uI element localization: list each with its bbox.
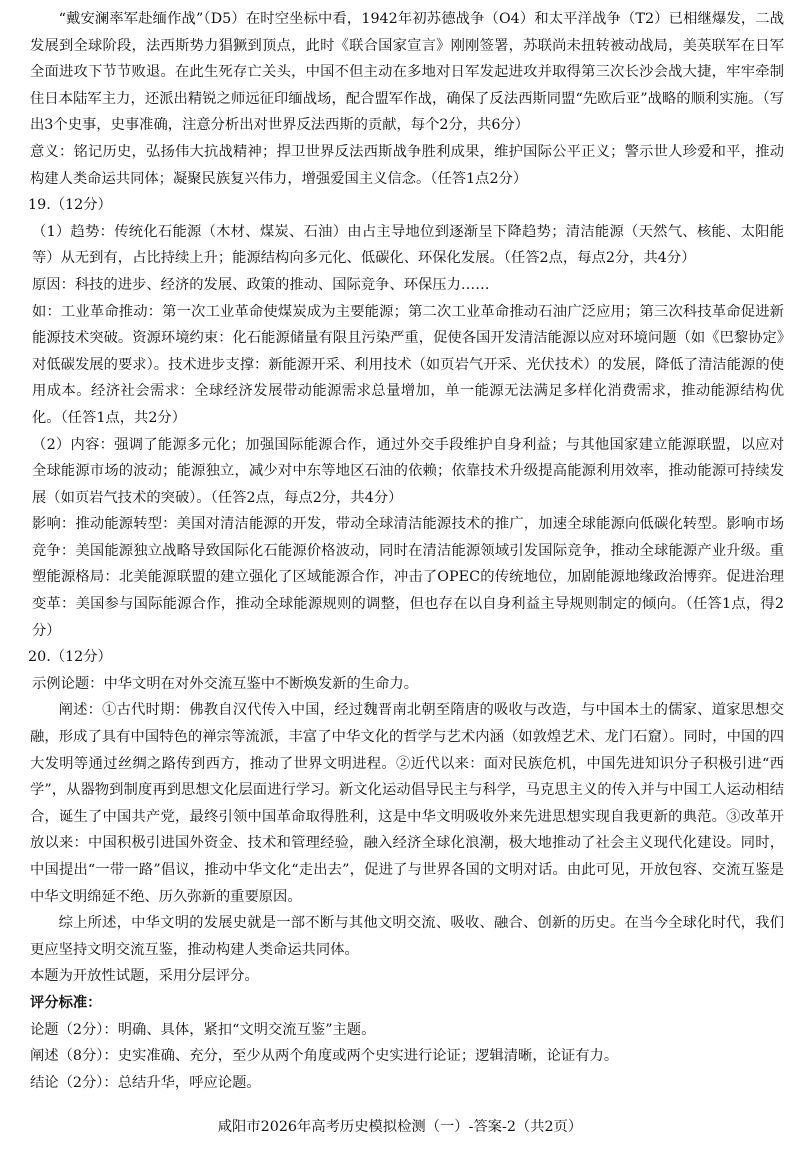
scoring-criterion-conclusion: 结论（2分）：总结升华，呼应论题。 bbox=[30, 1074, 261, 1091]
q19-reason-paragraph: 原因：科技的进步、经济的发展、政策的推动、国际竞争、环保压力…… bbox=[32, 276, 490, 293]
q20-conclusion-paragraph: 综上所述，中华文明的发展史就是一部不断与其他文明交流、吸收、融合、创新的历史。在当今全球化时代，我们更应坚持文明交流互鉴，推动构建人类命运共同体。 bbox=[30, 915, 784, 958]
q19-header: 19.（12分） bbox=[28, 197, 112, 214]
q20-thesis: 示例论题：中华文明在对外交流互鉴中不断焕发新的生命力。 bbox=[32, 675, 419, 692]
q19-examples-paragraph: 如：工业革命推动：第一次工业革命使煤炭成为主要能源；第二次工业革命推动石油广泛应用；第三次科技革命促进新能源技术突破。资源环境约束：化石能源储量有限且污染严重，促使各国开发清洁能源以应对环境问题（如《巴黎协定》对低碳发展的要求）。技术进步支撑：新能源开采、利用技术（如页岩气开采、光伏技术）的发展，降低了清洁能源的使用成本。经济社会需求：全球经济发展带动能源需求总量增加，单一能源无法满足多样化消费需求，推动能源结构优化。（任答1点，共2分） bbox=[32, 303, 784, 426]
q19-trend-paragraph: （1）趋势：传统化石能源（木材、煤炭、石油）由占主导地位到逐渐呈下降趋势；清洁能源（天然气、核能、太阳能等）从无到有，占比持续上升；能源结构向多元化、低碳化、环保化发展。（任答2点，每点2分，共4分） bbox=[32, 223, 784, 267]
q20-argument-paragraph: 阐述：①古代时期：佛教自汉代传入中国，经过魏晋南北朝至隋唐的吸收与改造，与中国本土的儒家、道家思想交融，形成了具有中国特色的禅宗等流派，丰富了中华文化的哲学与艺术内涵（如敦煌艺术、龙门石窟）。同时，中国的四大发明等通过丝绸之路传到西方，推动了世界文明进程。②近代以来：面对民族危机，中国先进知识分子积极引进“西学”，从器物到制度再到思想文化层面进行学习。新文化运动倡导民主与科学，马克思主义的传入并与中国工人运动相结合，诞生了中国共产党，最终引领中国革命取得胜利，这是中华文明吸收外来先进思想实现自我更新的典范。③改革开放以来：中国积极引进国外资金、技术和管理经验，融入经济全球化浪潮，极大地推动了社会主义现代化建设。同时，中国提出“一带一路”倡议，推动中华文化“走出去”，促进了与世界各国的文明对话。由此可见，开放包容、交流互鉴是中华文明绵延不绝、历久弥新的重要原因。 bbox=[30, 702, 784, 905]
answer-page bbox=[30, 0, 784, 1096]
q18-meaning-paragraph: 意义：铭记历史，弘扬伟大抗战精神；捍卫世界反法西斯战争胜利成果，维护国际公平正义；警示世人珍爱和平，推动构建人类命运共同体；凝聚民族复兴伟力，增强爱国主义信念。（任答1点2分） bbox=[30, 143, 784, 187]
page-footer: 咸阳市2026年高考历史模拟检测（一）-答案-2（共2页） bbox=[217, 1119, 583, 1135]
scoring-criterion-thesis: 论题（2分）：明确、具体，紧扣“文明交流互鉴”主题。 bbox=[30, 1021, 376, 1038]
q18-shishi-paragraph: “戴安澜率军赴缅作战”（D5）在时空坐标中看，1942年初苏德战争（O4）和太平洋战争（T2）已相继爆发，二战发展到全球阶段，法西斯势力猖獗到顶点，此时《联合国家宣言》刚刚签署，苏联尚未扭转被动战局，美英联军在日军全面进攻下节节败退。在此生死存亡关头，中国不但主动在多地对日军发起进攻并取得第三次长沙会战大捷，牢牢牵制住日本陆军主力，还派出精锐之师远征印缅战场，配合盟军作战，确保了反法西斯同盟“先欧后亚”战略的顺利实施。（写出3个史事，史事准确，注意分析出对世界反法西斯的贡献，每个2分，共6分） bbox=[30, 11, 784, 134]
scoring-criteria-title: 评分标准： bbox=[30, 994, 102, 1011]
scoring-criterion-argument: 阐述（8分）：史实准确、充分，至少从两个角度或两个史实进行论证；逻辑清晰，论证有力。 bbox=[30, 1048, 619, 1065]
q20-scoring-note: 本题为开放性试题，采用分层评分。 bbox=[30, 968, 259, 985]
q19-impact-paragraph: 影响：推动能源转型：美国对清洁能源的开发，带动全球清洁能源技术的推广，加速全球能源向低碳化转型。影响市场竞争：美国能源独立战略导致国际化石能源价格波动，同时在清洁能源领域引发国际竞争，推动全球能源产业升级。重塑能源格局：北美能源联盟的建立强化了区域能源合作，冲击了OPEC的传统地位，加剧能源地缘政治博弈。促进治理变革：美国参与国际能源合作，推动全球能源规则的调整，但也存在以自身利益主导规则制定的倾向。（任答1点，得2分） bbox=[32, 516, 784, 639]
q19-content-paragraph: （2）内容：强调了能源多元化；加强国际能源合作，通过外交手段维护自身利益；与其他国家建立能源联盟，以应对全球能源市场的波动；能源独立，减少对中东等地区石油的依赖；依靠技术升级提高能源利用效率，推动能源可持续发展（如页岩气技术的突破）。（任答2点，每点2分，共4分） bbox=[32, 436, 784, 506]
q20-header: 20.（12分） bbox=[28, 649, 112, 666]
